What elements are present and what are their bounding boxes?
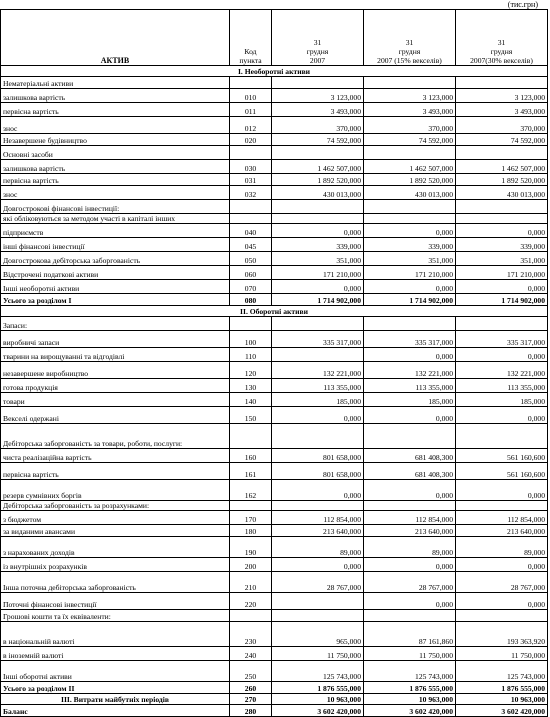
row-value: 0,000 (364, 558, 456, 572)
row-value: 561 160,600 (456, 463, 548, 480)
row-code: 200 (230, 558, 272, 572)
table-row (1, 682, 548, 694)
header-col3-line: грудня (490, 47, 513, 56)
table-row (1, 537, 548, 558)
row-code: 250 (230, 661, 272, 682)
row-code: 170 (230, 511, 272, 525)
row-code: 240 (230, 647, 272, 661)
row-value: 3 123,000 (456, 89, 548, 103)
table-row (1, 348, 548, 362)
row-code: 040 (230, 224, 272, 238)
row-value: 113 355,000 (456, 379, 548, 393)
table-row (1, 331, 548, 348)
row-code: 230 (230, 622, 272, 647)
table-row (1, 103, 548, 117)
row-value: 681 408,300 (364, 449, 456, 463)
units-note: (тис.грн) (507, 0, 538, 9)
row-label: Відстрочені податкові активи (1, 266, 230, 280)
table-row (1, 449, 548, 463)
table-row (1, 117, 548, 134)
row-value: 125 743,000 (272, 661, 364, 682)
row-value: 10 963,000 (272, 694, 364, 705)
row-code (230, 610, 272, 622)
row-code: 140 (230, 393, 272, 407)
row-value (272, 501, 364, 511)
header-col1-line: 2007 (309, 56, 326, 65)
row-label: первісна вартість (1, 174, 230, 186)
row-label: Запаси: (1, 317, 230, 331)
row-value: 213 640,000 (272, 525, 364, 537)
row-value: 1 892 520,000 (364, 174, 456, 186)
row-value: 0,000 (456, 558, 548, 572)
table-row (1, 89, 548, 103)
row-value: 3 602 420,000 (364, 705, 456, 717)
row-value: 112 854,000 (272, 511, 364, 525)
header-col1-line: грудня (306, 47, 329, 56)
row-label: Основні засоби (1, 146, 230, 160)
balance-sheet-table (0, 9, 548, 717)
row-value (364, 77, 456, 89)
row-value: 74 592,000 (364, 134, 456, 146)
row-value: 0,000 (456, 224, 548, 238)
row-value: 0,000 (364, 280, 456, 294)
row-value: 1 462 507,000 (456, 160, 548, 174)
row-value: 339,000 (364, 238, 456, 252)
row-value (364, 200, 456, 214)
row-value (272, 424, 364, 449)
row-code: 060 (230, 266, 272, 280)
table-row (1, 77, 548, 89)
row-value: 3 602 420,000 (272, 705, 364, 717)
row-value: 74 592,000 (272, 134, 364, 146)
row-code (230, 424, 272, 449)
table-row (1, 694, 548, 705)
row-value: 89,000 (364, 537, 456, 558)
header-code-line: пункта (239, 56, 262, 65)
row-code: 260 (230, 682, 272, 694)
row-label: Усього за розділом II (1, 682, 230, 694)
row-label: Інші оборотні активи (1, 661, 230, 682)
row-value: 74 592,000 (456, 134, 548, 146)
row-value (364, 214, 456, 224)
row-value: 1 462 507,000 (272, 160, 364, 174)
row-value: 213 640,000 (364, 525, 456, 537)
row-value: 171 210,000 (364, 266, 456, 280)
row-value (456, 610, 548, 622)
row-code: 032 (230, 186, 272, 200)
table-row (1, 379, 548, 393)
row-value: 1 714 902,000 (456, 294, 548, 306)
row-value: 0,000 (272, 558, 364, 572)
row-value: 339,000 (456, 238, 548, 252)
table-row (1, 463, 548, 480)
row-code: 150 (230, 407, 272, 424)
row-value: 3 602 420,000 (456, 705, 548, 717)
row-value: 681 408,300 (364, 463, 456, 480)
row-label: Довгострокова дебіторська заборгованість (1, 252, 230, 266)
table-row (1, 424, 548, 449)
row-value: 1 876 555,000 (456, 682, 548, 694)
row-value (272, 610, 364, 622)
row-value (456, 77, 548, 89)
row-code (230, 317, 272, 331)
row-value: 1 892 520,000 (456, 174, 548, 186)
row-label: інші фінансові інвестиції (1, 238, 230, 252)
row-value (272, 200, 364, 214)
row-code (230, 214, 272, 224)
row-value: 0,000 (364, 224, 456, 238)
table-row (1, 238, 548, 252)
row-value: 351,000 (456, 252, 548, 266)
row-label: III. Витрати майбутніх періодів (1, 694, 230, 705)
row-value: 171 210,000 (272, 266, 364, 280)
row-label: Дебіторська заборгованість за розрахунками: (1, 501, 230, 511)
row-value (456, 317, 548, 331)
row-label: чиста реалізаційна вартість (1, 449, 230, 463)
row-label: Довгострокові фінансові інвестиції: (1, 200, 230, 214)
row-code: 070 (230, 280, 272, 294)
row-label: Баланс (1, 705, 230, 717)
row-code: 010 (230, 89, 272, 103)
row-value (272, 214, 364, 224)
table-row (1, 134, 548, 146)
row-value: 351,000 (364, 252, 456, 266)
row-value: 0,000 (272, 280, 364, 294)
row-value: 11 750,000 (456, 647, 548, 661)
row-value (272, 77, 364, 89)
row-label: Незавершене будівництво (1, 134, 230, 146)
row-value: 132 221,000 (364, 362, 456, 379)
row-value: 430 013,000 (272, 186, 364, 200)
row-label: Дебіторська заборгованість за товари, роботи, послуги: (1, 424, 230, 449)
row-label: готова продукція (1, 379, 230, 393)
row-value: 1 714 902,000 (364, 294, 456, 306)
row-code: 030 (230, 160, 272, 174)
row-label: Поточні фінансові інвестиції (1, 593, 230, 610)
row-value: 561 160,600 (456, 449, 548, 463)
row-value: 0,000 (456, 593, 548, 610)
header-col1-line: 31 (313, 38, 322, 47)
row-value (272, 146, 364, 160)
row-value (364, 610, 456, 622)
row-label: які обліковуються за методом участі в капіталі інших (1, 214, 230, 224)
header-col2-line: 31 (405, 38, 414, 47)
header-col2-line: грудня (398, 47, 421, 56)
row-value: 0,000 (364, 480, 456, 501)
row-label: із внутрішніх розрахунків (1, 558, 230, 572)
row-label: виробничі запаси (1, 331, 230, 348)
row-value (364, 317, 456, 331)
table-header-row (1, 10, 548, 66)
row-code: 130 (230, 379, 272, 393)
row-value (272, 593, 364, 610)
row-code (230, 146, 272, 160)
table-row (1, 480, 548, 501)
row-label: Усього за розділом I (1, 294, 230, 306)
row-value (364, 501, 456, 511)
row-code (230, 501, 272, 511)
row-value: 335 317,000 (272, 331, 364, 348)
row-value (456, 146, 548, 160)
row-value: 0,000 (364, 407, 456, 424)
row-label: Інші необоротні активи (1, 280, 230, 294)
row-code: 011 (230, 103, 272, 117)
row-value (364, 424, 456, 449)
row-value: 3 493,000 (272, 103, 364, 117)
row-code: 160 (230, 449, 272, 463)
table-row (1, 174, 548, 186)
row-label: Векселі одержані (1, 407, 230, 424)
row-value: 430 013,000 (364, 186, 456, 200)
row-value: 1 892 520,000 (272, 174, 364, 186)
row-value: 10 963,000 (456, 694, 548, 705)
row-value: 1 876 555,000 (364, 682, 456, 694)
row-code: 100 (230, 331, 272, 348)
table-row (1, 294, 548, 306)
row-value: 335 317,000 (456, 331, 548, 348)
row-code (230, 200, 272, 214)
table-row (1, 66, 548, 77)
row-value: 0,000 (456, 280, 548, 294)
row-label: Грошові кошти та їх еквіваленти: (1, 610, 230, 622)
row-label: знос (1, 186, 230, 200)
row-code: 210 (230, 572, 272, 593)
row-value: 193 363,920 (456, 622, 548, 647)
table-row (1, 705, 548, 717)
table-row (1, 252, 548, 266)
row-value: 0,000 (456, 407, 548, 424)
row-value: 89,000 (272, 537, 364, 558)
row-code: 031 (230, 174, 272, 186)
row-value: 801 658,000 (272, 449, 364, 463)
row-label: залишкова вартість (1, 89, 230, 103)
row-value: 89,000 (456, 537, 548, 558)
table-row (1, 407, 548, 424)
row-value (456, 200, 548, 214)
row-label: первісна вартість (1, 103, 230, 117)
row-label: знос (1, 117, 230, 134)
row-value: 339,000 (272, 238, 364, 252)
table-row (1, 280, 548, 294)
row-value: 801 658,000 (272, 463, 364, 480)
row-value: 370,000 (364, 117, 456, 134)
header-aktiv: АКТИВ (1, 10, 230, 66)
table-row (1, 501, 548, 511)
header-col3-line: 2007(30% векселів) (470, 56, 533, 65)
row-label: з бюджетом (1, 511, 230, 525)
table-row (1, 393, 548, 407)
table-row (1, 200, 548, 214)
table-row (1, 511, 548, 525)
row-value: 112 854,000 (364, 511, 456, 525)
row-value: 125 743,000 (456, 661, 548, 682)
table-row (1, 362, 548, 379)
row-value: 113 355,000 (272, 379, 364, 393)
row-value: 1 462 507,000 (364, 160, 456, 174)
row-value: 1 876 555,000 (272, 682, 364, 694)
row-value: 0,000 (456, 480, 548, 501)
row-label: з нарахованих доходів (1, 537, 230, 558)
row-value: 0,000 (364, 593, 456, 610)
row-label: залишкова вартість (1, 160, 230, 174)
row-label: Нематеріальні активи (1, 77, 230, 89)
row-code: 050 (230, 252, 272, 266)
row-value: 11 750,000 (272, 647, 364, 661)
row-label: резерв сумнівних боргів (1, 480, 230, 501)
row-value: 185,000 (456, 393, 548, 407)
section-heading: I. Необоротні активи (1, 66, 548, 77)
row-code (230, 77, 272, 89)
table-row (1, 525, 548, 537)
row-value: 430 013,000 (456, 186, 548, 200)
row-value: 335 317,000 (364, 331, 456, 348)
header-col3-line: 31 (497, 38, 506, 47)
row-code: 220 (230, 593, 272, 610)
header-col2-line: 2007 (15% векселів) (377, 56, 442, 65)
row-label: Інша поточна дебіторська заборгованість (1, 572, 230, 593)
table-row (1, 214, 548, 224)
table-row (1, 610, 548, 622)
row-code: 280 (230, 705, 272, 717)
table-row (1, 224, 548, 238)
row-code: 012 (230, 117, 272, 134)
row-code: 180 (230, 525, 272, 537)
row-label: за виданими авансами (1, 525, 230, 537)
header-col1 (272, 10, 364, 66)
section-heading: II. Оборотні активи (1, 306, 548, 317)
row-label: тварини на вирощуванні та відгодівлі (1, 348, 230, 362)
row-value: 213 640,000 (456, 525, 548, 537)
header-code-line: Код (244, 47, 257, 56)
row-value: 0,000 (272, 480, 364, 501)
row-value: 125 743,000 (364, 661, 456, 682)
row-label: підприємств (1, 224, 230, 238)
row-value: 28 767,000 (272, 572, 364, 593)
row-value: 3 493,000 (364, 103, 456, 117)
row-value: 3 123,000 (364, 89, 456, 103)
row-code: 190 (230, 537, 272, 558)
table-row (1, 160, 548, 174)
row-value (364, 146, 456, 160)
table-row (1, 622, 548, 647)
row-value: 3 493,000 (456, 103, 548, 117)
row-value: 370,000 (272, 117, 364, 134)
row-value: 185,000 (272, 393, 364, 407)
row-value (456, 501, 548, 511)
row-value: 132 221,000 (272, 362, 364, 379)
row-label: незавершене виробництво (1, 362, 230, 379)
row-value: 112 854,000 (456, 511, 548, 525)
row-value: 965,000 (272, 622, 364, 647)
table-row (1, 647, 548, 661)
row-value: 10 963,000 (364, 694, 456, 705)
row-label: первісна вартість (1, 463, 230, 480)
row-value: 11 750,000 (364, 647, 456, 661)
table-row (1, 266, 548, 280)
row-value: 28 767,000 (364, 572, 456, 593)
row-value (272, 348, 364, 362)
table-row (1, 572, 548, 593)
row-value: 113 355,000 (364, 379, 456, 393)
header-col3 (456, 10, 548, 66)
row-value (456, 424, 548, 449)
row-value: 87 161,860 (364, 622, 456, 647)
row-value: 171 210,000 (456, 266, 548, 280)
row-code: 270 (230, 694, 272, 705)
row-code: 080 (230, 294, 272, 306)
row-value: 28 767,000 (456, 572, 548, 593)
row-code: 162 (230, 480, 272, 501)
table-row (1, 593, 548, 610)
table-row (1, 306, 548, 317)
row-value: 370,000 (456, 117, 548, 134)
row-code: 110 (230, 348, 272, 362)
row-value: 0,000 (272, 407, 364, 424)
row-label: в національній валюті (1, 622, 230, 647)
row-label: в іноземній валюті (1, 647, 230, 661)
row-value: 0,000 (456, 348, 548, 362)
row-value: 1 714 902,000 (272, 294, 364, 306)
row-value (456, 214, 548, 224)
table-row (1, 558, 548, 572)
row-value: 351,000 (272, 252, 364, 266)
header-col2 (364, 10, 456, 66)
table-body (1, 66, 548, 717)
row-code: 161 (230, 463, 272, 480)
row-value: 0,000 (272, 224, 364, 238)
table-row (1, 186, 548, 200)
header-code (230, 10, 272, 66)
table-row (1, 146, 548, 160)
row-code: 120 (230, 362, 272, 379)
table-row (1, 661, 548, 682)
row-code: 045 (230, 238, 272, 252)
row-value: 185,000 (364, 393, 456, 407)
table-row (1, 317, 548, 331)
row-value (272, 317, 364, 331)
row-code: 020 (230, 134, 272, 146)
row-value: 132 221,000 (456, 362, 548, 379)
row-label: товари (1, 393, 230, 407)
row-value: 0,000 (364, 348, 456, 362)
row-value: 3 123,000 (272, 89, 364, 103)
